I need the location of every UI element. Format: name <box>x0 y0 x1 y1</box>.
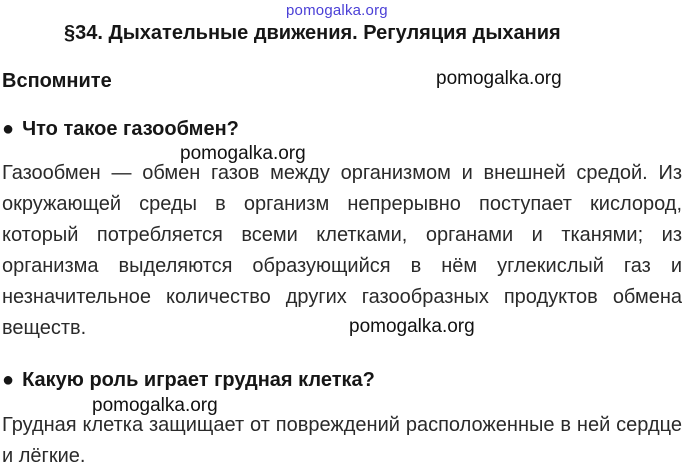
watermark: pomogalka.org <box>180 143 306 164</box>
page-title: §34. Дыхательные движения. Регуляция дыхания <box>64 22 561 44</box>
answer-paragraph-1: Газообмен — обмен газов между организмом и внешней средой. Из окружающей среды в организм непрерывно поступает кислород, который потребляется всеми клетками, органами и тканями; из организма выделяются образующийся в нём углекислый газ и незначительное количество других газообразных продуктов обмена веществ. <box>2 162 682 339</box>
bullet-icon: ● <box>2 369 15 391</box>
question-1-text: Что такое газообмен? <box>22 118 239 140</box>
watermark: pomogalka.org <box>349 316 475 337</box>
watermark: pomogalka.org <box>92 395 218 416</box>
remember-heading: Вспомните <box>2 70 112 92</box>
question-1 <box>2 118 239 141</box>
question-2-text: Какую роль играет грудная клетка? <box>22 369 375 391</box>
answer-paragraph-2: Грудная клетка защищает от повреждений расположенные в ней сердце и лёгкие. <box>2 414 682 467</box>
watermark-top: pomogalka.org <box>286 2 388 19</box>
question-2 <box>2 369 375 392</box>
bullet-icon: ● <box>2 118 15 140</box>
watermark: pomogalka.org <box>436 68 562 89</box>
